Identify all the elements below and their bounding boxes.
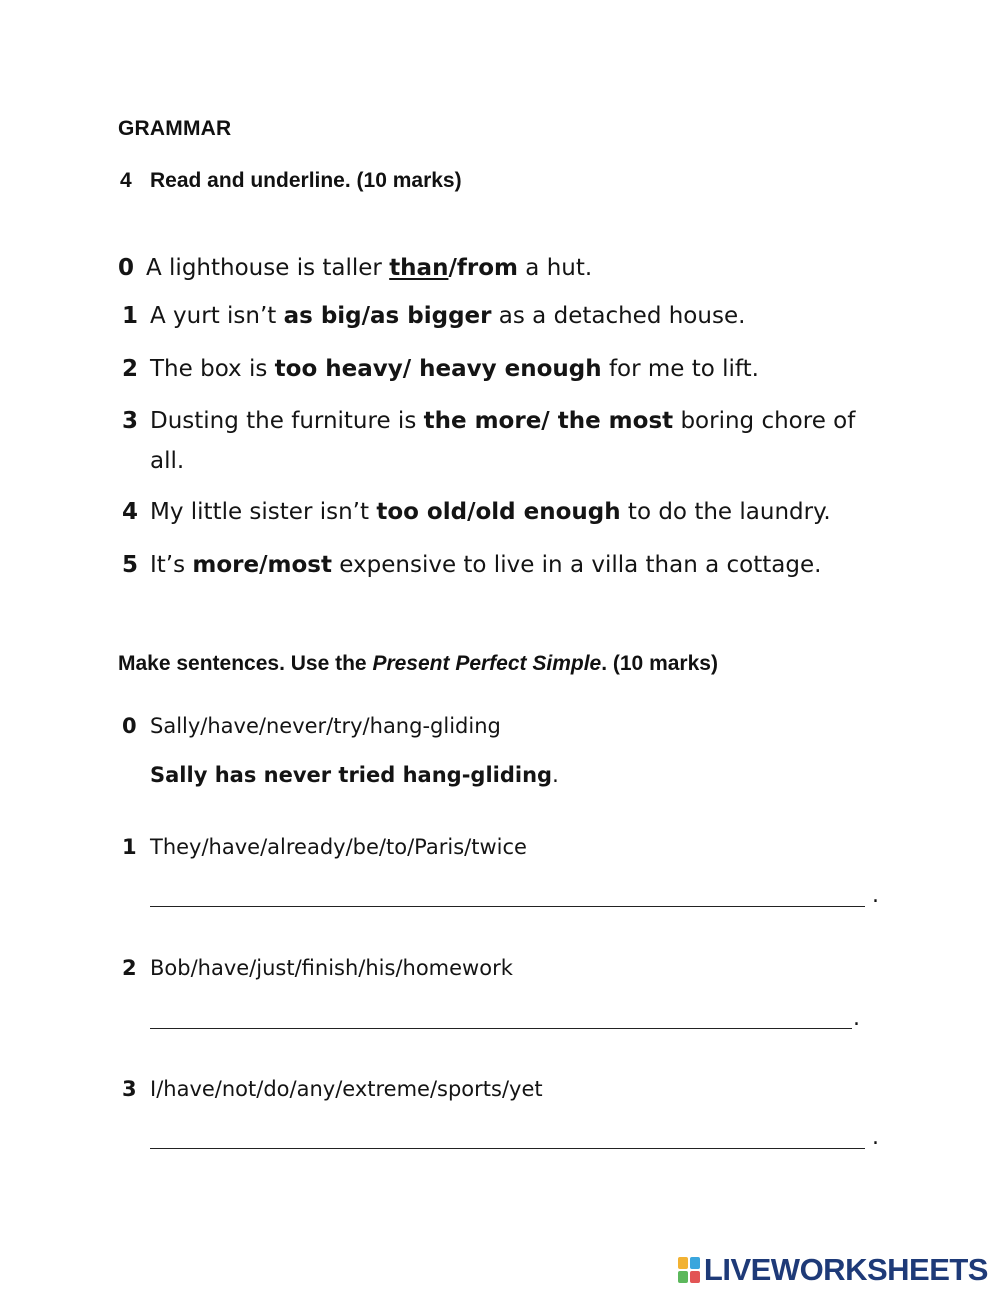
logo-square: [690, 1271, 700, 1283]
item-number: 2: [122, 956, 137, 980]
example-answer-text: Sally has never tried hang-gliding: [150, 763, 553, 787]
prompt-text: They/have/already/be/to/Paris/twice: [150, 835, 527, 859]
item-number: 3: [122, 408, 139, 434]
exercise2-item-2: [122, 956, 882, 986]
exercise1-instruction-text: Read and underline. (10 marks): [150, 169, 462, 192]
logo-square: [678, 1271, 688, 1283]
choice-options[interactable]: too heavy/ heavy enough: [274, 356, 602, 382]
item-text-before: A lighthouse is taller: [146, 255, 390, 281]
item-number: 2: [122, 356, 139, 382]
item-text: [150, 349, 870, 389]
example-answer-end: .: [552, 763, 559, 787]
exercise2-example-prompt: [122, 714, 882, 744]
item-text: [150, 296, 870, 336]
item-number: 3: [122, 1077, 137, 1101]
item-number: 0: [122, 714, 137, 738]
exercise2-marks: . (10 marks): [601, 652, 718, 675]
exercise1-item-0: [118, 248, 898, 288]
choice-options[interactable]: too old/old enough: [376, 499, 621, 525]
choice-options[interactable]: the more/ the most: [423, 408, 674, 434]
item-number: 0: [118, 255, 135, 281]
item-text-after: boring chore of all.: [150, 408, 856, 474]
exercise2-example-answer: [150, 763, 850, 793]
exercise1-item-5: [122, 545, 902, 585]
item-text: [146, 248, 866, 288]
logo-square: [690, 1257, 700, 1269]
exercise1-number: 4: [120, 169, 132, 192]
item-text-after: to do the laundry.: [620, 499, 831, 525]
item-text-before: It’s: [150, 552, 193, 578]
exercise2-item-3: [122, 1077, 882, 1107]
item-text-before: The box is: [150, 356, 275, 382]
item-text-before: Dusting the furniture is: [150, 408, 424, 434]
prompt-text: Bob/have/just/finish/his/homework: [150, 956, 513, 980]
logo-square: [678, 1257, 688, 1269]
exercise2-instruction: [118, 652, 718, 676]
answer-end-3: .: [872, 1125, 879, 1150]
answer-input-2[interactable]: [150, 1028, 852, 1029]
exercise1-item-2: [122, 349, 902, 389]
item-text-after: expensive to live in a villa than a cottage.: [331, 552, 822, 578]
exercise1-item-4: [122, 492, 902, 532]
exercise2-instruction-text: Make sentences. Use the: [118, 652, 373, 675]
item-number: 4: [122, 499, 139, 525]
answer-end-2: .: [853, 1006, 860, 1031]
option-separator: /: [448, 255, 457, 281]
section-title: GRAMMAR: [118, 117, 232, 140]
prompt-text: Sally/have/never/try/hang-gliding: [150, 714, 501, 738]
exercise2-tense: Present Perfect Simple: [372, 652, 602, 675]
item-text: [150, 492, 870, 532]
item-text: [150, 401, 878, 481]
item-number: 1: [122, 835, 137, 859]
exercise1-item-1: [122, 296, 902, 336]
item-text-after: as a detached house.: [491, 303, 746, 329]
liveworksheets-logo: [678, 1252, 988, 1288]
logo-mark-icon: [678, 1257, 700, 1283]
answer-end-1: .: [872, 883, 879, 908]
choice-options[interactable]: more/most: [192, 552, 332, 578]
item-text-after: for me to lift.: [601, 356, 759, 382]
prompt-text: I/have/not/do/any/extreme/sports/yet: [150, 1077, 543, 1101]
logo-text: LIVEWORKSHEETS: [703, 1252, 988, 1287]
item-text-after: a hut.: [517, 255, 593, 281]
exercise1-instruction: [120, 169, 462, 193]
exercise1-item-3: [122, 401, 902, 481]
option-than[interactable]: than: [389, 255, 449, 281]
item-text-before: A yurt isn’t: [150, 303, 284, 329]
choice-options[interactable]: as big/as bigger: [283, 303, 492, 329]
item-number: 1: [122, 303, 139, 329]
item-text-before: My little sister isn’t: [150, 499, 377, 525]
item-number: 5: [122, 552, 139, 578]
option-from[interactable]: from: [456, 255, 518, 281]
item-text: [150, 545, 870, 585]
exercise2-item-1: [122, 835, 882, 865]
answer-input-3[interactable]: [150, 1148, 865, 1149]
answer-input-1[interactable]: [150, 906, 865, 907]
